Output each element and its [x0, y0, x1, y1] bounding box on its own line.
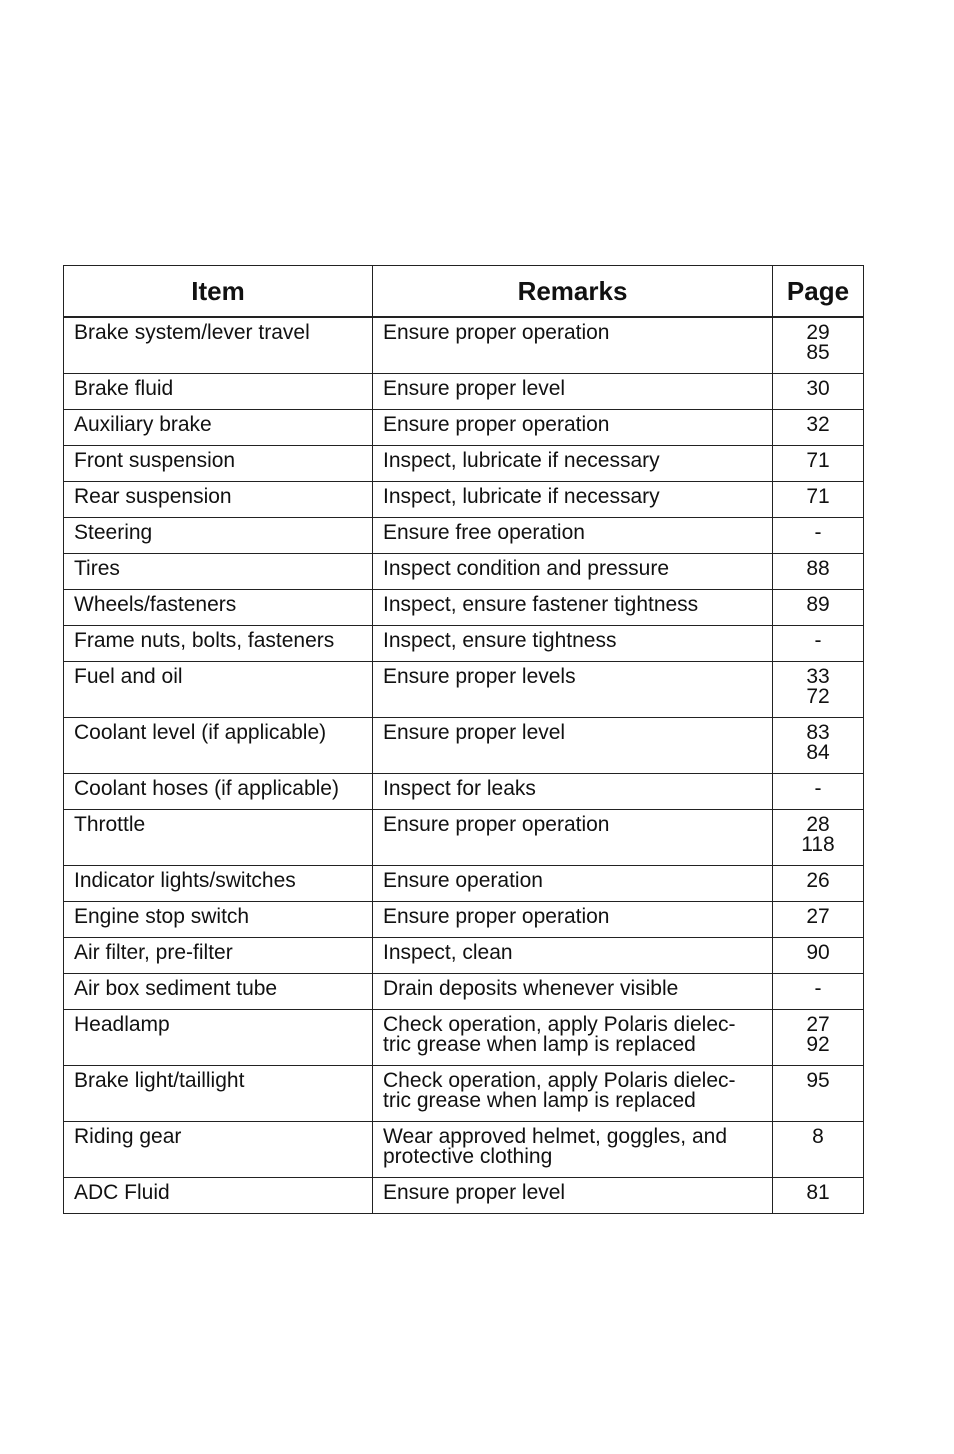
remarks-cell — [373, 938, 773, 974]
page-number: 28 — [806, 813, 830, 836]
remarks-line: Ensure proper operation — [383, 321, 610, 344]
page-cell — [773, 374, 864, 410]
remarks-line: protective clothing — [383, 1145, 553, 1168]
page-cell — [773, 774, 864, 810]
remarks-cell — [373, 626, 773, 662]
remarks-line: tric grease when lamp is replaced — [383, 1089, 696, 1112]
page-cell — [773, 1010, 864, 1066]
item-cell: Air box sediment tube — [64, 974, 373, 1010]
page-number: 84 — [806, 741, 830, 764]
remarks-cell — [373, 1178, 773, 1214]
page-cell — [773, 317, 864, 374]
item-cell: Indicator lights/switches — [64, 866, 373, 902]
page-cell — [773, 810, 864, 866]
page-cell — [773, 938, 864, 974]
page-number: 8 — [812, 1125, 824, 1148]
table-row — [64, 774, 864, 810]
item-cell: Brake light/taillight — [64, 1066, 373, 1122]
remarks-line: Inspect for leaks — [383, 777, 536, 800]
remarks-cell — [373, 866, 773, 902]
item-cell: Brake system/lever travel — [64, 317, 373, 374]
remarks-cell — [373, 1122, 773, 1178]
page-number: 26 — [806, 869, 830, 892]
page-number: 30 — [806, 377, 830, 400]
remarks-line: Ensure free operation — [383, 521, 585, 544]
remarks-cell — [373, 482, 773, 518]
table-row — [64, 482, 864, 518]
remarks-line: Inspect, lubricate if necessary — [383, 485, 660, 508]
item-cell: Air filter, pre-filter — [64, 938, 373, 974]
item-cell: Auxiliary brake — [64, 410, 373, 446]
page-cell — [773, 718, 864, 774]
page-cell — [773, 518, 864, 554]
item-cell: Rear suspension — [64, 482, 373, 518]
remarks-cell — [373, 317, 773, 374]
remarks-cell — [373, 810, 773, 866]
table-row — [64, 1066, 864, 1122]
table-row — [64, 718, 864, 774]
page-cell — [773, 590, 864, 626]
page-number: 72 — [806, 685, 830, 708]
page-number: - — [814, 629, 822, 652]
page-number: 85 — [806, 341, 830, 364]
table-row — [64, 317, 864, 374]
remarks-line: Inspect, lubricate if necessary — [383, 449, 660, 472]
remarks-cell — [373, 1066, 773, 1122]
remarks-cell — [373, 374, 773, 410]
page-number: 71 — [806, 449, 830, 472]
page-number: 27 — [806, 1013, 830, 1036]
page-number: - — [814, 777, 822, 800]
table-row — [64, 374, 864, 410]
table-row — [64, 974, 864, 1010]
item-cell: Engine stop switch — [64, 902, 373, 938]
remarks-line: Ensure operation — [383, 869, 543, 892]
remarks-line: Ensure proper level — [383, 377, 566, 400]
page-number: - — [814, 521, 822, 544]
remarks-cell — [373, 718, 773, 774]
page-number: 89 — [806, 593, 830, 616]
item-cell: Throttle — [64, 810, 373, 866]
page-number: 92 — [806, 1033, 830, 1056]
remarks-cell — [373, 662, 773, 718]
table-row — [64, 1010, 864, 1066]
page-number: 32 — [806, 413, 830, 436]
remarks-cell — [373, 410, 773, 446]
table-row — [64, 662, 864, 718]
remarks-line: Inspect, clean — [383, 941, 513, 964]
page-number: 33 — [806, 665, 830, 688]
header-row — [64, 266, 864, 318]
page-cell — [773, 662, 864, 718]
remarks-line: tric grease when lamp is replaced — [383, 1033, 696, 1056]
page-number: 29 — [806, 321, 830, 344]
page-number: 83 — [806, 721, 830, 744]
remarks-cell — [373, 1010, 773, 1066]
page-number: - — [814, 977, 822, 1000]
remarks-cell — [373, 774, 773, 810]
page-cell — [773, 446, 864, 482]
remarks-cell — [373, 554, 773, 590]
remarks-line: Check operation, apply Polaris dielec- — [383, 1069, 736, 1092]
remarks-cell — [373, 518, 773, 554]
item-cell: Coolant level (if applicable) — [64, 718, 373, 774]
item-cell: ADC Fluid — [64, 1178, 373, 1214]
item-cell: Tires — [64, 554, 373, 590]
remarks-cell — [373, 590, 773, 626]
table-row — [64, 554, 864, 590]
table-row — [64, 626, 864, 662]
remarks-cell — [373, 902, 773, 938]
page-cell — [773, 410, 864, 446]
page-column-header: Page — [773, 266, 864, 318]
table-row — [64, 938, 864, 974]
table-row — [64, 902, 864, 938]
remarks-line: Ensure proper operation — [383, 905, 610, 928]
page-cell — [773, 866, 864, 902]
page-number: 81 — [806, 1181, 830, 1204]
item-cell: Fuel and oil — [64, 662, 373, 718]
page-cell — [773, 1066, 864, 1122]
page-cell — [773, 1178, 864, 1214]
page-number: 71 — [806, 485, 830, 508]
remarks-column-header: Remarks — [373, 266, 773, 318]
remarks-line: Ensure proper level — [383, 1181, 566, 1204]
page-number: 88 — [806, 557, 830, 580]
table-header — [64, 266, 864, 318]
table-row — [64, 810, 864, 866]
remarks-cell — [373, 974, 773, 1010]
table-row — [64, 866, 864, 902]
item-cell: Brake fluid — [64, 374, 373, 410]
table-body — [64, 317, 864, 1214]
table-row — [64, 518, 864, 554]
item-cell: Frame nuts, bolts, fasteners — [64, 626, 373, 662]
remarks-line: Drain deposits whenever visible — [383, 977, 679, 1000]
remarks-line: Ensure proper operation — [383, 813, 610, 836]
remarks-cell — [373, 446, 773, 482]
table-row — [64, 1122, 864, 1178]
page-number: 95 — [806, 1069, 830, 1092]
page-number: 90 — [806, 941, 830, 964]
page-number: 118 — [801, 833, 835, 856]
remarks-line: Inspect condition and pressure — [383, 557, 670, 580]
item-cell: Headlamp — [64, 1010, 373, 1066]
item-cell: Front suspension — [64, 446, 373, 482]
page-cell — [773, 902, 864, 938]
page-cell — [773, 626, 864, 662]
page-cell — [773, 1122, 864, 1178]
page-number: 27 — [806, 905, 830, 928]
page-cell — [773, 974, 864, 1010]
page-cell — [773, 482, 864, 518]
table-row — [64, 590, 864, 626]
remarks-line: Ensure proper levels — [383, 665, 576, 688]
pre-ride-checklist-table — [63, 265, 864, 1214]
table-row — [64, 410, 864, 446]
page-cell — [773, 554, 864, 590]
item-cell: Wheels/fasteners — [64, 590, 373, 626]
remarks-line: Wear approved helmet, goggles, and — [383, 1125, 727, 1148]
remarks-line: Ensure proper operation — [383, 413, 610, 436]
remarks-line: Inspect, ensure fastener tightness — [383, 593, 699, 616]
item-cell: Riding gear — [64, 1122, 373, 1178]
table-row — [64, 446, 864, 482]
remarks-line: Check operation, apply Polaris dielec- — [383, 1013, 736, 1036]
item-cell: Steering — [64, 518, 373, 554]
table-row — [64, 1178, 864, 1214]
item-column-header: Item — [64, 266, 373, 318]
item-cell: Coolant hoses (if applicable) — [64, 774, 373, 810]
remarks-line: Inspect, ensure tightness — [383, 629, 617, 652]
remarks-line: Ensure proper level — [383, 721, 566, 744]
